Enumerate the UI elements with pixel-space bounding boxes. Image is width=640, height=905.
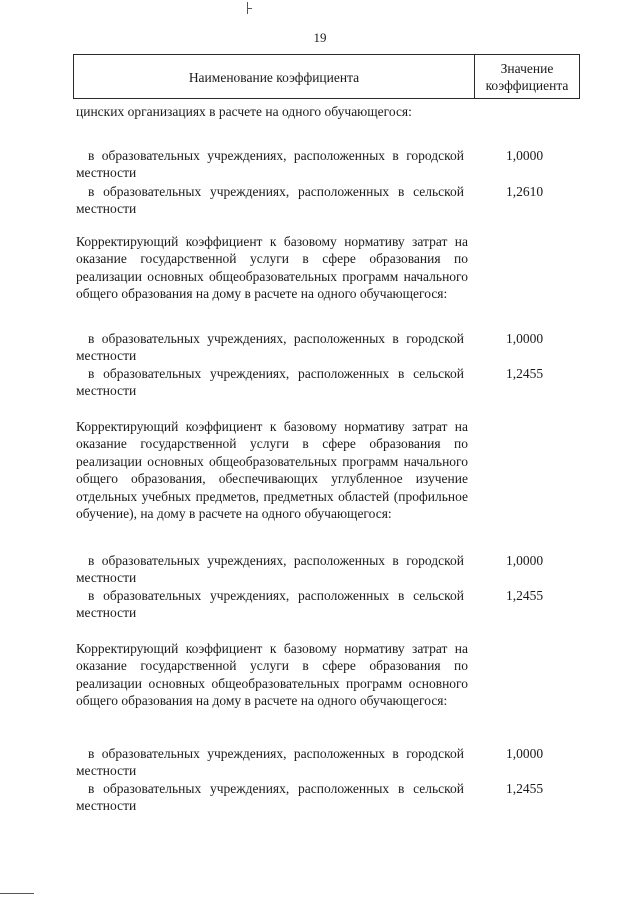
item-text: в образовательных учреждениях, расположенных в городской местности <box>76 746 464 778</box>
item-text: в образовательных учреждениях, расположенных в сельской местности <box>76 366 464 398</box>
item-text: в образовательных учреждениях, расположенных в сельской местности <box>76 781 464 813</box>
section-title: Корректирующий коэффициент к базовому нормативу затрат на оказание государственной услуги в сфере образования по реализации основных общеобразовательных программ начального общего образования, обеспечивающих углубленное изучение отдельных учебных предметов, предметных областей (профильное обучение), на дому в расчете на одного обучающегося: <box>76 419 468 522</box>
page-number: 19 <box>313 30 327 45</box>
list-item <box>76 365 580 399</box>
list-item <box>76 552 580 586</box>
item-value: 1,0000 <box>506 148 544 163</box>
list-item <box>76 587 580 621</box>
header-coefficient-value <box>474 55 579 98</box>
continuation-text: цинских организациях в расчете на одного обучающегося: <box>76 104 412 119</box>
scan-artifact-mark <box>247 8 252 9</box>
item-text: в образовательных учреждениях, расположенных в городской местности <box>76 331 464 363</box>
section-title: Корректирующий коэффициент к базовому нормативу затрат на оказание государственной услуги в сфере образования по реализации основных общеобразовательных программ основного общего образования на дому в расчете на одного обучающегося: <box>76 641 468 709</box>
list-item <box>76 183 580 217</box>
section-title: Корректирующий коэффициент к базовому нормативу затрат на оказание государственной услуги в сфере образования по реализации основных общеобразовательных программ начального общего образования на дому в расчете на одного обучающегося: <box>76 234 468 302</box>
list-item <box>76 745 580 779</box>
list-item <box>76 780 580 814</box>
header-value-line1: Значение <box>500 60 554 76</box>
scan-artifact-mark <box>0 893 34 894</box>
item-value: 1,2455 <box>506 781 544 796</box>
item-text: в образовательных учреждениях, расположенных в городской местности <box>76 553 464 585</box>
list-item <box>76 330 580 364</box>
header-coefficient-name: Наименование коэффициента <box>188 69 360 85</box>
item-value: 1,2455 <box>506 366 544 381</box>
item-value: 1,2455 <box>506 588 544 603</box>
item-value: 1,2610 <box>506 184 544 199</box>
item-value: 1,0000 <box>506 553 544 568</box>
header-value-line2: коэффициента <box>485 77 569 93</box>
item-text: в образовательных учреждениях, расположенных в городской местности <box>76 148 464 180</box>
list-item <box>76 147 580 181</box>
item-text: в образовательных учреждениях, расположенных в сельской местности <box>76 184 464 216</box>
item-value: 1,0000 <box>506 746 544 761</box>
item-text: в образовательных учреждениях, расположенных в сельской местности <box>76 588 464 620</box>
coefficient-table-header <box>73 54 580 99</box>
item-value: 1,0000 <box>506 331 544 346</box>
